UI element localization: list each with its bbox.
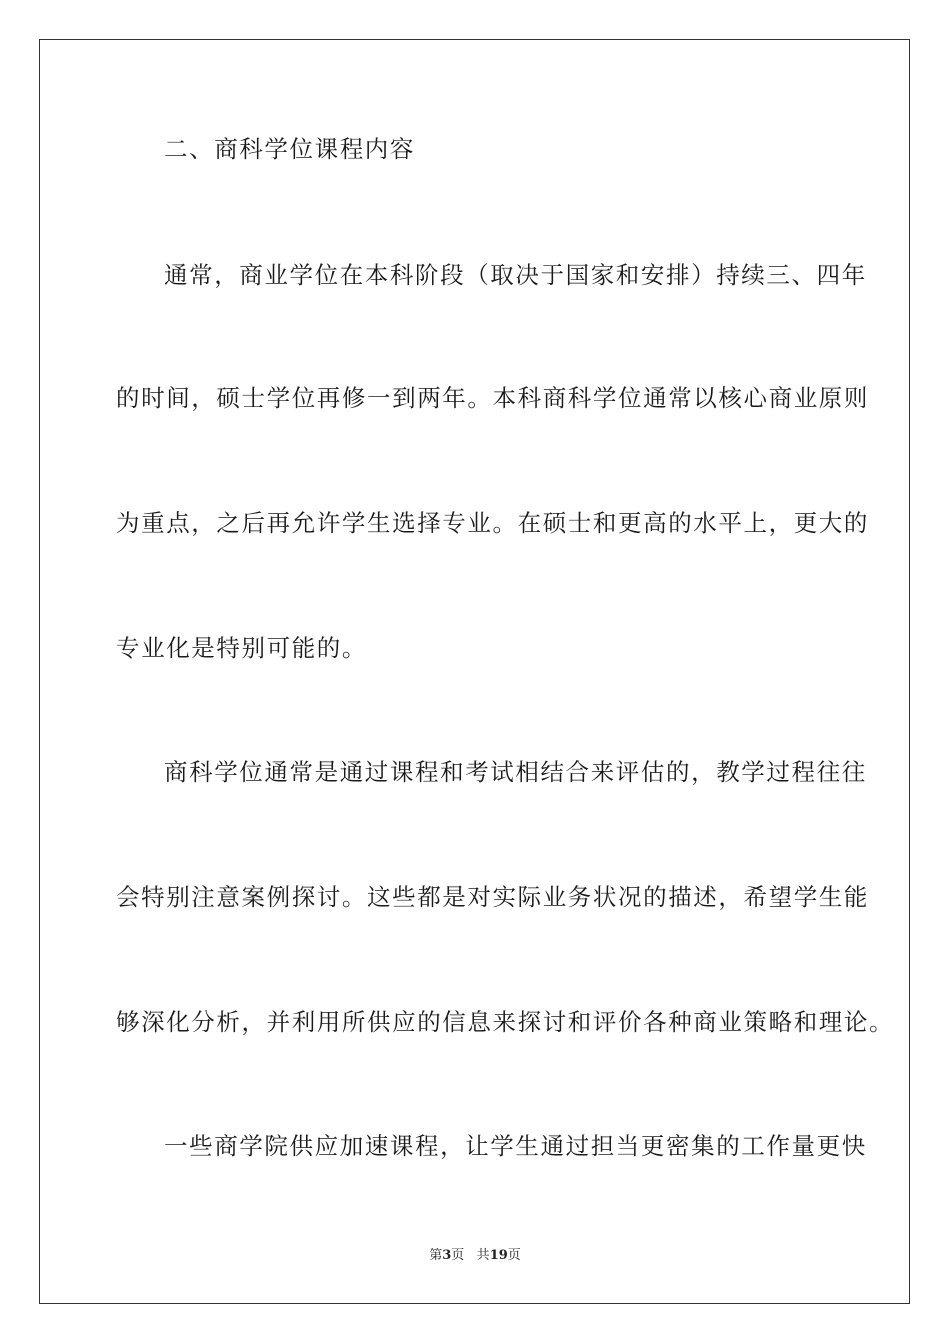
paragraph-line: 一些商学院供应加速课程，让学生通过担当更密集的工作量更快 bbox=[164, 1132, 867, 1160]
page-prefix: 第 bbox=[429, 1248, 443, 1263]
paragraph-line: 商科学位通常是通过课程和考试相结合来评估的，教学过程往往 bbox=[164, 758, 867, 786]
paragraph-line: 通常，商业学位在本科阶段（取决于国家和安排）持续三、四年 bbox=[164, 261, 867, 289]
total-pages: 19 bbox=[489, 1248, 508, 1263]
page-footer bbox=[0, 1247, 950, 1265]
total-suffix: 页 bbox=[507, 1248, 521, 1263]
paragraph-line: 够深化分析，并利用所供应的信息来探讨和评价各种商业策略和理论。 bbox=[116, 1008, 895, 1036]
page-suffix: 页 bbox=[451, 1248, 465, 1263]
paragraph-line: 专业化是特别可能的。 bbox=[116, 634, 367, 662]
page-frame bbox=[39, 39, 910, 1304]
paragraph-line: 为重点，之后再允许学生选择专业。在硕士和更高的水平上，更大的 bbox=[116, 509, 869, 537]
paragraph-line: 会特别注意案例探讨。这些都是对实际业务状况的描述，希望学生能 bbox=[116, 883, 869, 911]
total-prefix: 共 bbox=[476, 1248, 490, 1263]
paragraph-line: 的时间，硕士学位再修一到两年。本科商科学位通常以核心商业原则 bbox=[116, 384, 869, 412]
section-heading: 二、商科学位课程内容 bbox=[164, 135, 415, 163]
page-number: 3 bbox=[442, 1248, 452, 1263]
